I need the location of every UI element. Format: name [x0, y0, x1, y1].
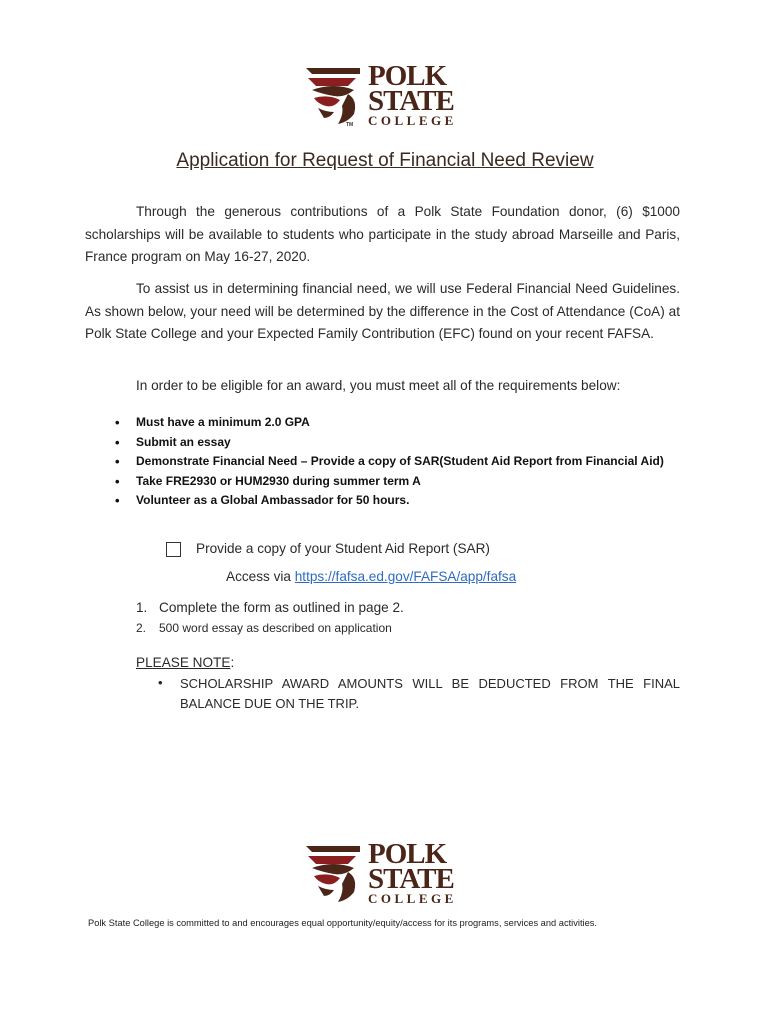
- bullet-icon: •: [158, 675, 163, 690]
- access-line: [226, 569, 516, 584]
- step-text: 500 word essay as described on application: [159, 621, 392, 635]
- intro-paragraph: [85, 201, 680, 269]
- step-number: 1.: [136, 600, 148, 615]
- steps-list: [136, 598, 404, 638]
- eagle-emblem-icon: [304, 64, 362, 126]
- please-note-colon: :: [230, 655, 235, 670]
- step-number: 2.: [136, 621, 147, 635]
- access-prefix: Access via: [226, 569, 295, 584]
- list-item: • Volunteer as a Global Ambassador for 50 hours.: [85, 491, 664, 511]
- logo-word-polk: POLK: [368, 60, 447, 92]
- logo-trademark: TM: [346, 122, 354, 128]
- list-item: • Take FRE2930 or HUM2930 during summer term A: [85, 472, 664, 492]
- step-text: Complete the form as outlined in page 2.: [159, 600, 404, 615]
- please-note-label: [136, 655, 234, 670]
- list-item: [136, 598, 404, 618]
- equal-opportunity-footer: Polk State College is committed to and encourages equal opportunity/equity/access for its programs, services and activities.: [88, 918, 598, 928]
- top-logo: [304, 60, 457, 128]
- list-item: • Submit an essay: [85, 433, 664, 453]
- sar-checkbox[interactable]: [166, 542, 181, 557]
- list-item: • Demonstrate Financial Need – Provide a copy of SAR(Student Aid Report from Financial Aid): [85, 452, 664, 472]
- logo-word-state: STATE: [368, 85, 454, 117]
- intro-paragraph-text: Through the generous contributions of a Polk State Foundation donor, (6) $1000 scholarships will be available to students who participate in the study abroad Marseille and Paris, France program on May 16-27, 2020.: [85, 204, 680, 264]
- list-item: • Must have a minimum 2.0 GPA: [85, 413, 664, 433]
- fafsa-link[interactable]: https://fafsa.ed.gov/FAFSA/app/fafsa: [294, 569, 517, 584]
- logo-word-college: COLLEGE: [368, 891, 457, 906]
- list-item: [136, 618, 404, 638]
- logo-word-polk: POLK: [368, 838, 447, 870]
- requirements-list: [85, 413, 664, 511]
- bottom-logo: [304, 838, 457, 906]
- sar-checkbox-label: Provide a copy of your Student Aid Report (SAR): [196, 541, 490, 556]
- logo-word-state: STATE: [368, 863, 454, 895]
- logo-word-college: COLLEGE: [368, 113, 457, 128]
- financial-need-paragraph-text: To assist us in determining financial need, we will use Federal Financial Need Guidelines. As shown below, your need will be determined by the difference in the Cost of Attendance (CoA) at Polk State College and your Expected Family Contribution (EFC) found on your recent FAFSA.: [85, 281, 680, 341]
- page-title: Application for Request of Financial Need Review: [176, 150, 594, 171]
- please-note-text: PLEASE NOTE: [136, 655, 231, 670]
- scholarship-deduction-note: SCHOLARSHIP AWARD AMOUNTS WILL BE DEDUCTED FROM THE FINAL BALANCE DUE ON THE TRIP.: [180, 676, 680, 711]
- financial-need-paragraph: [85, 278, 680, 346]
- eagle-emblem-icon: [304, 842, 362, 904]
- requirements-intro: In order to be eligible for an award, you must meet all of the requirements below:: [136, 378, 621, 393]
